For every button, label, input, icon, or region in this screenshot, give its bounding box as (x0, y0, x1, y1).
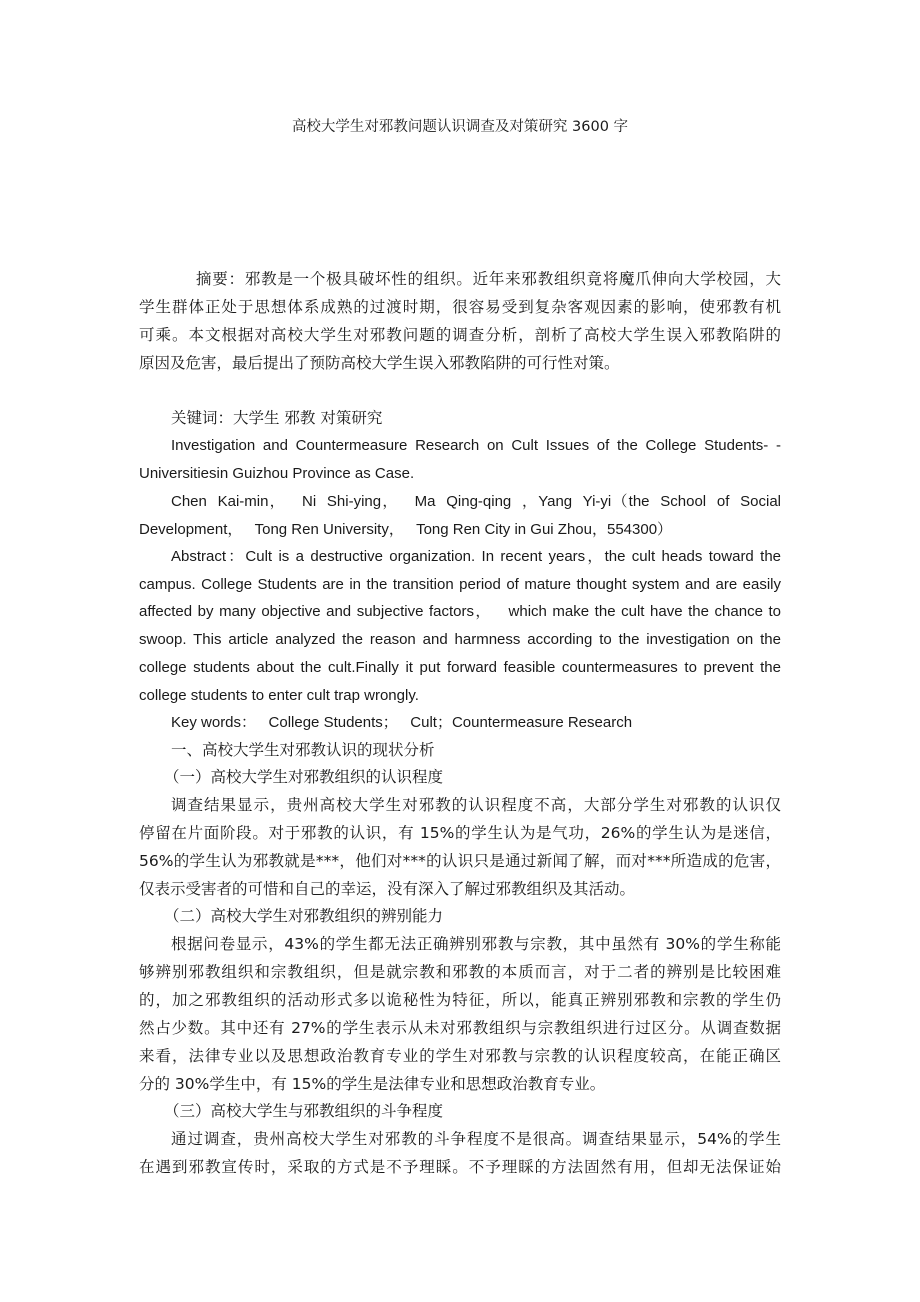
abstract-line: college students to enter cult trap wrongly. (139, 687, 419, 704)
english-title-line: Investigation and Countermeasure Research on Cult Issues of the College Students- - (171, 437, 781, 454)
paragraph-line: 仅表示受害者的可惜和自己的幸运，没有深入了解过邪教组织及其活动。 (139, 880, 636, 898)
paragraph-line: 根据问卷显示，43%的学生都无法正确辨别邪教与宗教，其中虽然有 30%的学生称能 (171, 935, 781, 953)
abstract-line: affected by many objective and subjective factors， which make the cult have the chance to (139, 603, 781, 620)
paragraph-line: 分的 30%学生中，有 15%的学生是法律专业和思想政治教育专业。 (139, 1075, 606, 1093)
subsection-heading: （二）高校大学生对邪教组织的辨别能力 (164, 907, 444, 925)
abstract-line: 原因及危害，最后提出了预防高校大学生误入邪教陷阱的可行性对策。 (139, 354, 620, 372)
authors-line: Development， Tong Ren University， Tong Ren City in Gui Zhou，554300） (139, 521, 673, 538)
abstract-line: 可乘。本文根据对高校大学生对邪教问题的调查分析，剖析了高校大学生误入邪教陷阱的 (139, 326, 781, 344)
english-keywords: Key words： College Students； Cult；Countermeasure Research (171, 714, 633, 731)
abstract-line: campus. College Students are in the transition period of mature thought system and are easily (139, 576, 781, 593)
paragraph-line: 调查结果显示，贵州高校大学生对邪教的认识程度不高，大部分学生对邪教的认识仅 (171, 796, 781, 814)
paragraph-line: 来看，法律专业以及思想政治教育专业的学生对邪教与宗教的认识程度较高，在能正确区 (139, 1047, 781, 1065)
abstract-line: 摘要：邪教是一个极具破坏性的组织。近年来邪教组织竟将魔爪伸向大学校园，大 (196, 270, 781, 288)
paragraph-line: 然占少数。其中还有 27%的学生表示从未对邪教组织与宗教组织进行过区分。从调查数据 (139, 1019, 781, 1037)
english-title-line: Universitiesin Guizhou Province as Case. (139, 465, 415, 482)
paragraph-line: 的，加之邪教组织的活动形式多以诡秘性为特征，所以，能真正辨别邪教和宗教的学生仍 (139, 991, 781, 1009)
section-heading: 一、高校大学生对邪教认识的现状分析 (171, 741, 435, 759)
document-title: 高校大学生对邪教问题认识调查及对策研究 3600 字 (291, 119, 629, 135)
abstract-line: college students about the cult.Finally it put forward feasible countermeasures to prevent the (139, 659, 781, 676)
abstract-line: 学生群体正处于思想体系成熟的过渡时期，很容易受到复杂客观因素的影响，使邪教有机 (139, 298, 781, 316)
subsection-heading: （一）高校大学生对邪教组织的认识程度 (164, 768, 444, 786)
paragraph-line: 56%的学生认为邪教就是***，他们对***的认识只是通过新闻了解，而对***所造成的危害， (139, 852, 781, 870)
subsection-heading: （三）高校大学生与邪教组织的斗争程度 (164, 1102, 444, 1120)
paragraph-line: 通过调查，贵州高校大学生对邪教的斗争程度不是很高。调查结果显示，54%的学生 (171, 1130, 781, 1148)
paragraph-line: 在遇到邪教宣传时，采取的方式是不予理睬。不予理睬的方法固然有用，但却无法保证始 (139, 1158, 781, 1176)
chinese-keywords: 关键词：大学生 邪教 对策研究 (171, 409, 383, 427)
paragraph-line: 停留在片面阶段。对于邪教的认识，有 15%的学生认为是气功，26%的学生认为是迷信， (139, 824, 781, 842)
abstract-line: swoop. This article analyzed the reason and harmness according to the investigation on the (139, 631, 781, 648)
abstract-line: Abstract：Cult is a destructive organization. In recent years，the cult heads toward the (171, 548, 781, 565)
paragraph-line: 够辨别邪教组织和宗教组织，但是就宗教和邪教的本质而言，对于二者的辨别是比较困难 (139, 963, 781, 981)
authors-line: Chen Kai-min， Ni Shi-ying， Ma Qing-qing ，Yang Yi-yi（the School of Social (171, 493, 781, 510)
